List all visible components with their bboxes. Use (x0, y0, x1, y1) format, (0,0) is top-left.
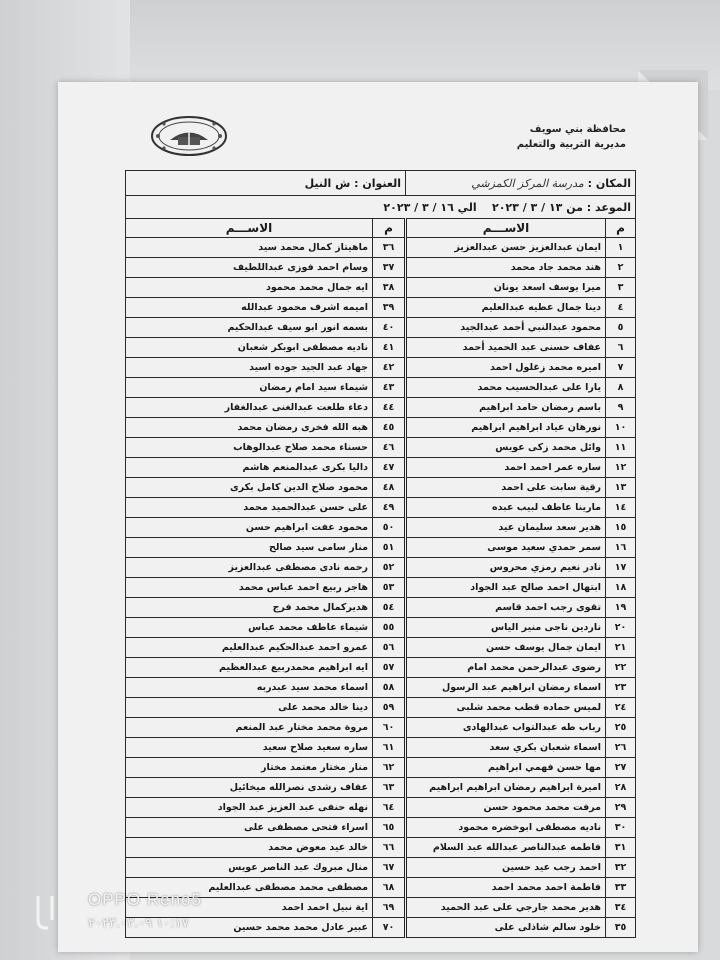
row-number: ٥١ (373, 538, 406, 558)
place-cell (406, 171, 636, 196)
row-name: نادر نعيم رمزي محروس (406, 558, 606, 578)
table-row (126, 738, 636, 758)
row-name: ناردين ناجى منير الياس (406, 618, 606, 638)
row-name: على حسن عبدالحميد محمد (126, 498, 373, 518)
row-name: هبه الله فخرى رمضان محمد (126, 418, 373, 438)
row-name: منار سامى سيد صالح (126, 538, 373, 558)
row-name: ماهيتاز كمال محمد سيد (126, 238, 373, 258)
table-row (126, 278, 636, 298)
organization-line2: مديرية التربية والتعليم (516, 139, 626, 150)
row-name: محمود عفت ابراهيم حسن (126, 518, 373, 538)
row-number: ٥٤ (373, 598, 406, 618)
roster-table (125, 170, 636, 938)
row-name: مارينا عاطف لبيب عبده (406, 498, 606, 518)
table-row (126, 618, 636, 638)
column-header-row (126, 219, 636, 238)
row-name: اية نبيل احمد احمد (126, 898, 373, 918)
row-number: ٣٥ (606, 918, 636, 938)
row-number: ٣٩ (373, 298, 406, 318)
row-name: ايه ابراهيم محمدربيع عبدالعظيم (126, 658, 373, 678)
row-name: ايمان جمال يوسف حسن (406, 638, 606, 658)
roster-body (126, 238, 636, 938)
row-number: ٥٣ (373, 578, 406, 598)
col-no-1: م (606, 219, 636, 238)
table-row (126, 798, 636, 818)
row-number: ١١ (606, 438, 636, 458)
place-row (126, 171, 636, 196)
row-name: جهاد عبد الجيد جوده اسيد (126, 358, 373, 378)
table-row (126, 658, 636, 678)
row-name: وسام احمد فوزى عبداللطيف (126, 258, 373, 278)
row-name: اسماء رمضان ابراهيم عبد الرسول (406, 678, 606, 698)
table-row (126, 638, 636, 658)
row-name: شيماء سيد امام رمضان (126, 378, 373, 398)
row-number: ٢٨ (606, 778, 636, 798)
row-name: مرفت محمد محمود حسن (406, 798, 606, 818)
row-name: يارا على عبدالحسيب محمد (406, 378, 606, 398)
camera-brand-icon (34, 892, 58, 932)
table-row (126, 438, 636, 458)
ministry-emblem-icon (150, 115, 228, 157)
row-number: ١٤ (606, 498, 636, 518)
row-number: ١٩ (606, 598, 636, 618)
row-number: ٣٦ (373, 238, 406, 258)
row-number: ٢٥ (606, 718, 636, 738)
table-row (126, 758, 636, 778)
row-name: رضوى عبدالرحمن محمد امام (406, 658, 606, 678)
table-row (126, 378, 636, 398)
row-name: سمر حمدي سعيد موسى (406, 538, 606, 558)
row-number: ٦٣ (373, 778, 406, 798)
table-row (126, 878, 636, 898)
row-number: ٩ (606, 398, 636, 418)
table-row (126, 678, 636, 698)
row-name: عمرو احمد عبدالحكيم عبدالعليم (126, 638, 373, 658)
row-number: ٢١ (606, 638, 636, 658)
row-name: رباب طه عبدالتواب عبدالهادى (406, 718, 606, 738)
row-number: ٦٧ (373, 858, 406, 878)
row-number: ٥٠ (373, 518, 406, 538)
row-number: ٢٩ (606, 798, 636, 818)
row-name: اسماء شعبان بكري سعد (406, 738, 606, 758)
row-name: هند محمد جاد محمد (406, 258, 606, 278)
row-number: ٦١ (373, 738, 406, 758)
row-number: ٤٢ (373, 358, 406, 378)
row-number: ٨ (606, 378, 636, 398)
row-name: مصطفى محمد مصطفى عبدالعليم (126, 878, 373, 898)
row-number: ٢٠ (606, 618, 636, 638)
row-number: ٥٥ (373, 618, 406, 638)
row-number: ٦٨ (373, 878, 406, 898)
row-number: ٥٩ (373, 698, 406, 718)
row-name: احمد رجب عيد حسين (406, 858, 606, 878)
row-number: ٣٧ (373, 258, 406, 278)
address-cell (126, 171, 406, 196)
row-number: ٤٤ (373, 398, 406, 418)
table-row (126, 338, 636, 358)
row-number: ١٦ (606, 538, 636, 558)
row-number: ٦٤ (373, 798, 406, 818)
row-name: اميمه اشرف محمود عبدالله (126, 298, 373, 318)
row-number: ٦ (606, 338, 636, 358)
row-name: هدير سعد سليمان عيد (406, 518, 606, 538)
row-number: ٢٧ (606, 758, 636, 778)
row-name: نهله حنفى عبد العزيز عبد الجواد (126, 798, 373, 818)
table-row (126, 858, 636, 878)
row-name: خالد عيد معوض محمد (126, 838, 373, 858)
row-number: ٤٣ (373, 378, 406, 398)
row-name: هاجر ربيع احمد عباس محمد (126, 578, 373, 598)
row-name: ناديه مصطفى ابوخضره محمود (406, 818, 606, 838)
row-number: ٣٨ (373, 278, 406, 298)
row-number: ٢٦ (606, 738, 636, 758)
row-number: ٢٢ (606, 658, 636, 678)
row-name: رحمه نادى مصطفى عبدالعزيز (126, 558, 373, 578)
row-name: فاطمه عبدالناصر عبدالله عبد السلام (406, 838, 606, 858)
row-name: ايمان عبدالعزيز حسن عبدالعزيز (406, 238, 606, 258)
row-number: ٦٠ (373, 718, 406, 738)
row-number: ١٨ (606, 578, 636, 598)
table-row (126, 478, 636, 498)
table-row (126, 238, 636, 258)
row-number: ٥٦ (373, 638, 406, 658)
row-number: ٤٩ (373, 498, 406, 518)
date-cell (126, 196, 636, 219)
camera-model: OPPO Reno5 (88, 890, 202, 909)
table-row (126, 318, 636, 338)
organization-line1: محافظة بني سويف (529, 124, 626, 135)
table-row (126, 518, 636, 538)
row-name: اسماء محمد سيد عبدربه (126, 678, 373, 698)
date-from: الموعد : من ١٣ / ٣ / ٢٠٢٣ (492, 200, 632, 214)
row-number: ٤٨ (373, 478, 406, 498)
row-name: بسمه انور ابو سيف عبدالحكيم (126, 318, 373, 338)
row-name: ساره عمر احمد احمد (406, 458, 606, 478)
row-number: ٢ (606, 258, 636, 278)
table-row (126, 418, 636, 438)
row-number: ١٥ (606, 518, 636, 538)
row-number: ٣٤ (606, 898, 636, 918)
row-name: ابتهال احمد صالح عبد الجواد (406, 578, 606, 598)
row-number: ٤٠ (373, 318, 406, 338)
table-row (126, 558, 636, 578)
row-number: ٦٩ (373, 898, 406, 918)
row-number: ١٧ (606, 558, 636, 578)
row-name: دينا جمال عطيه عبدالعليم (406, 298, 606, 318)
row-number: ٥٨ (373, 678, 406, 698)
date-to: الي ١٦ / ٣ / ٢٠٢٣ (383, 200, 477, 214)
row-number: ١٣ (606, 478, 636, 498)
table-row (126, 358, 636, 378)
row-name: محمود عبدالنبي أحمد عبدالجيد (406, 318, 606, 338)
row-number: ٥ (606, 318, 636, 338)
row-name: ميرا يوسف اسعد يونان (406, 278, 606, 298)
row-name: منار مختار معتمد مختار (126, 758, 373, 778)
row-name: شيماء عاطف محمد عباس (126, 618, 373, 638)
row-number: ٤ (606, 298, 636, 318)
table-row (126, 598, 636, 618)
row-number: ١٢ (606, 458, 636, 478)
address-label: العنوان : ش النيل (304, 176, 402, 190)
table-row (126, 838, 636, 858)
row-number: ٥٧ (373, 658, 406, 678)
organization-header (466, 122, 626, 152)
row-number: ٤١ (373, 338, 406, 358)
table-row (126, 538, 636, 558)
row-name: لميس حماده قطب محمد شلبى (406, 698, 606, 718)
row-number: ٧ (606, 358, 636, 378)
row-number: ٤٦ (373, 438, 406, 458)
row-name: فاطمة احمد محمد احمد (406, 878, 606, 898)
row-name: دينا خالد محمد على (126, 698, 373, 718)
table-row (126, 398, 636, 418)
col-name-1: الاســـم (406, 219, 606, 238)
row-number: ١ (606, 238, 636, 258)
table-row (126, 718, 636, 738)
row-number: ٦٢ (373, 758, 406, 778)
row-number: ٦٦ (373, 838, 406, 858)
table-row (126, 778, 636, 798)
row-name: ناديه مصطفى ابوبكر شعبان (126, 338, 373, 358)
row-name: عفاف رشدى نصرالله ميخائيل (126, 778, 373, 798)
row-name: مها حسن فهمي ابراهيم (406, 758, 606, 778)
col-name-2: الاســـم (126, 219, 373, 238)
row-name: ساره سعيد صلاح سعيد (126, 738, 373, 758)
row-name: اسراء فتحى مصطفى على (126, 818, 373, 838)
table-row (126, 298, 636, 318)
row-name: هدير محمد جارجي على عبد الحميد (406, 898, 606, 918)
row-number: ٤٧ (373, 458, 406, 478)
col-no-2: م (373, 219, 406, 238)
table-row (126, 898, 636, 918)
row-name: دعاء طلعت عبدالغنى عبدالغفار (126, 398, 373, 418)
row-name: داليا بكرى عبدالمنعم هاشم (126, 458, 373, 478)
place-label: المكان : (587, 176, 632, 190)
row-name: رقية سابت على احمد (406, 478, 606, 498)
table-row (126, 918, 636, 938)
row-number: ٣ (606, 278, 636, 298)
row-name: منال مبروك عبد الناصر عويس (126, 858, 373, 878)
row-name: عفاف حسنى عبد الحميد أحمد (406, 338, 606, 358)
row-number: ٢٤ (606, 698, 636, 718)
table-row (126, 578, 636, 598)
row-number: ٧٠ (373, 918, 406, 938)
row-number: ٣٣ (606, 878, 636, 898)
row-number: ١٠ (606, 418, 636, 438)
row-number: ٤٥ (373, 418, 406, 438)
table-row (126, 458, 636, 478)
row-name: حسناء محمد صلاح عبدالوهاب (126, 438, 373, 458)
table-row (126, 698, 636, 718)
row-number: ٢٣ (606, 678, 636, 698)
row-number: ٣٠ (606, 818, 636, 838)
table-row (126, 258, 636, 278)
table-row (126, 818, 636, 838)
row-name: تقوى رجب احمد قاسم (406, 598, 606, 618)
row-number: ٦٥ (373, 818, 406, 838)
date-row (126, 196, 636, 219)
row-name: ايه جمال محمد محمود (126, 278, 373, 298)
row-name: خلود سالم شاذلى على (406, 918, 606, 938)
row-name: هديركمال محمد فرج (126, 598, 373, 618)
place-value: مدرسة المركز الكمزشي (471, 176, 584, 190)
row-number: ٣٢ (606, 858, 636, 878)
row-name: وائل محمد زكى عويس (406, 438, 606, 458)
camera-timestamp: ١٠:١٧ ٢٠٢٣.٠٣.٠٩ (88, 916, 189, 931)
row-name: اميره محمد زغلول احمد (406, 358, 606, 378)
row-name: محمود صلاح الدين كامل بكرى (126, 478, 373, 498)
row-number: ٥٢ (373, 558, 406, 578)
row-name: باسم رمضان حامد ابراهيم (406, 398, 606, 418)
row-number: ٣١ (606, 838, 636, 858)
row-name: اميرة ابراهيم رمضان ابراهيم ابراهيم (406, 778, 606, 798)
row-name: مروة محمد مختار عبد المنعم (126, 718, 373, 738)
row-name: عبير عادل محمد محمد حسين (126, 918, 373, 938)
table-row (126, 498, 636, 518)
row-name: نورهان عياد ابراهيم ابراهيم (406, 418, 606, 438)
